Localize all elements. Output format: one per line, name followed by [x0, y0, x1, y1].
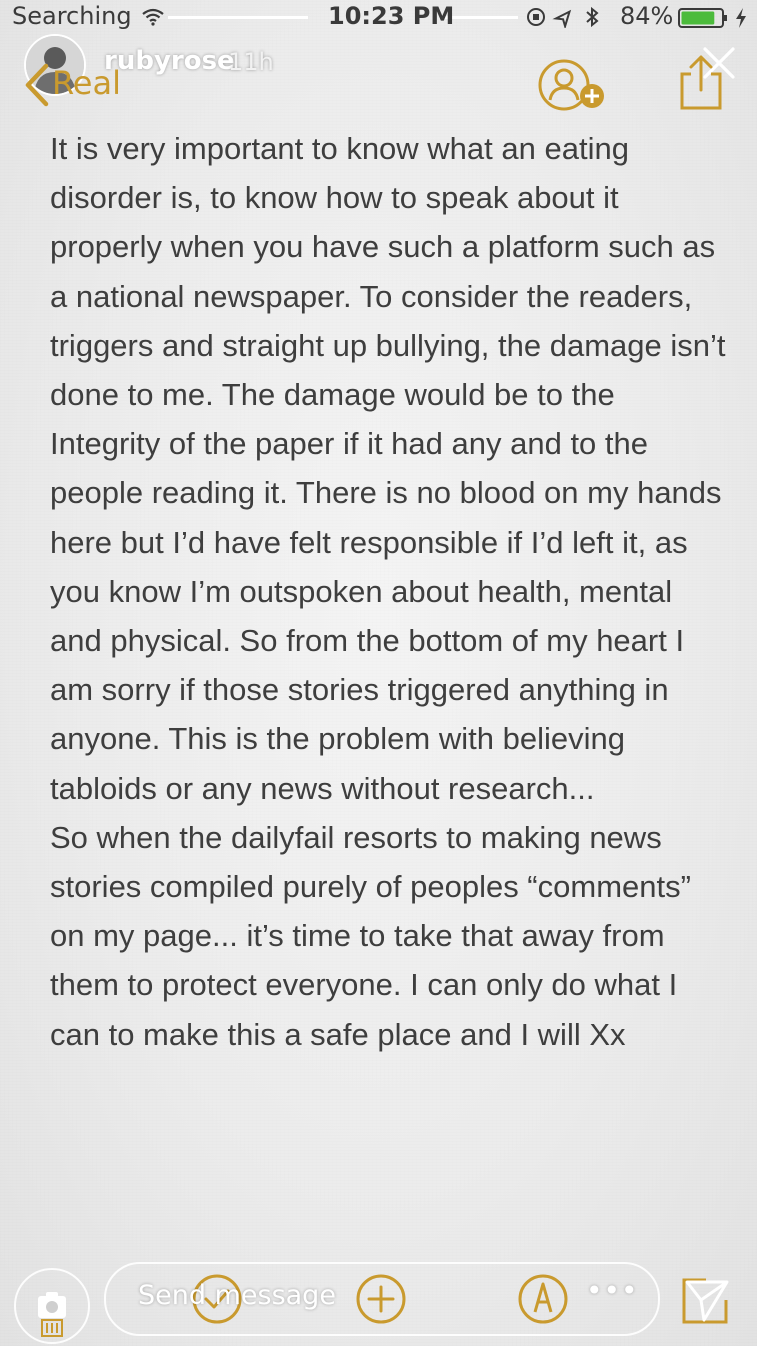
back-button-label[interactable]: Real — [52, 64, 121, 102]
send-icon[interactable] — [684, 1278, 730, 1324]
note-paragraph: It is very important to know what an eating disorder is, to know how to speak about it properly when you have such a platform such as a national newspaper. To consider the readers, triggers and straight up bullying, the damage isn’t done to me. The damage would be to the Integrity of the paper if it had any and to the people reading it. There is no blood on my hands here but I’d have felt responsible if I’d left it, as you know I’m outspoken about health, mental and physical. So from the bottom of my heart I am sorry if those stories triggered anything in anyone. This is the problem with believing tabloids or any news without research... — [50, 131, 726, 806]
message-placeholder[interactable]: Send message — [138, 1280, 336, 1311]
trash-icon — [42, 1320, 62, 1336]
battery-icon — [678, 7, 728, 29]
camera-icon — [16, 1270, 88, 1342]
chevron-left-icon[interactable] — [20, 62, 54, 108]
add-people-icon[interactable] — [538, 58, 612, 112]
note-paragraph: So when the dailyfail resorts to making news stories compiled purely of peoples “comments” on my page... it’s time to take that away from them to protect everyone. I can only do what I can to make this a safe place and I will Xx — [50, 819, 691, 1052]
bluetooth-icon — [587, 9, 597, 25]
clock: 10:23 PM — [328, 2, 455, 30]
location-icon — [556, 8, 574, 26]
more-icon[interactable]: ••• — [586, 1274, 639, 1307]
markup-icon[interactable] — [516, 1272, 570, 1326]
share-icon[interactable] — [676, 54, 726, 112]
wifi-icon — [142, 8, 164, 26]
plus-icon[interactable] — [354, 1272, 408, 1326]
note-body[interactable] — [50, 124, 730, 1059]
battery-level-fill — [682, 12, 715, 25]
bottom-toolbar — [0, 1252, 757, 1346]
status-bar — [0, 0, 757, 34]
orientation-lock-icon — [528, 9, 544, 25]
battery-percent: 84% — [620, 2, 674, 30]
status-icon-group — [525, 6, 615, 28]
carrier-label: Searching — [12, 2, 132, 30]
charging-icon — [734, 7, 748, 29]
story-timestamp: 11h — [228, 48, 274, 76]
story-username[interactable]: rubyrose — [104, 46, 235, 76]
camera-button[interactable] — [14, 1268, 90, 1344]
